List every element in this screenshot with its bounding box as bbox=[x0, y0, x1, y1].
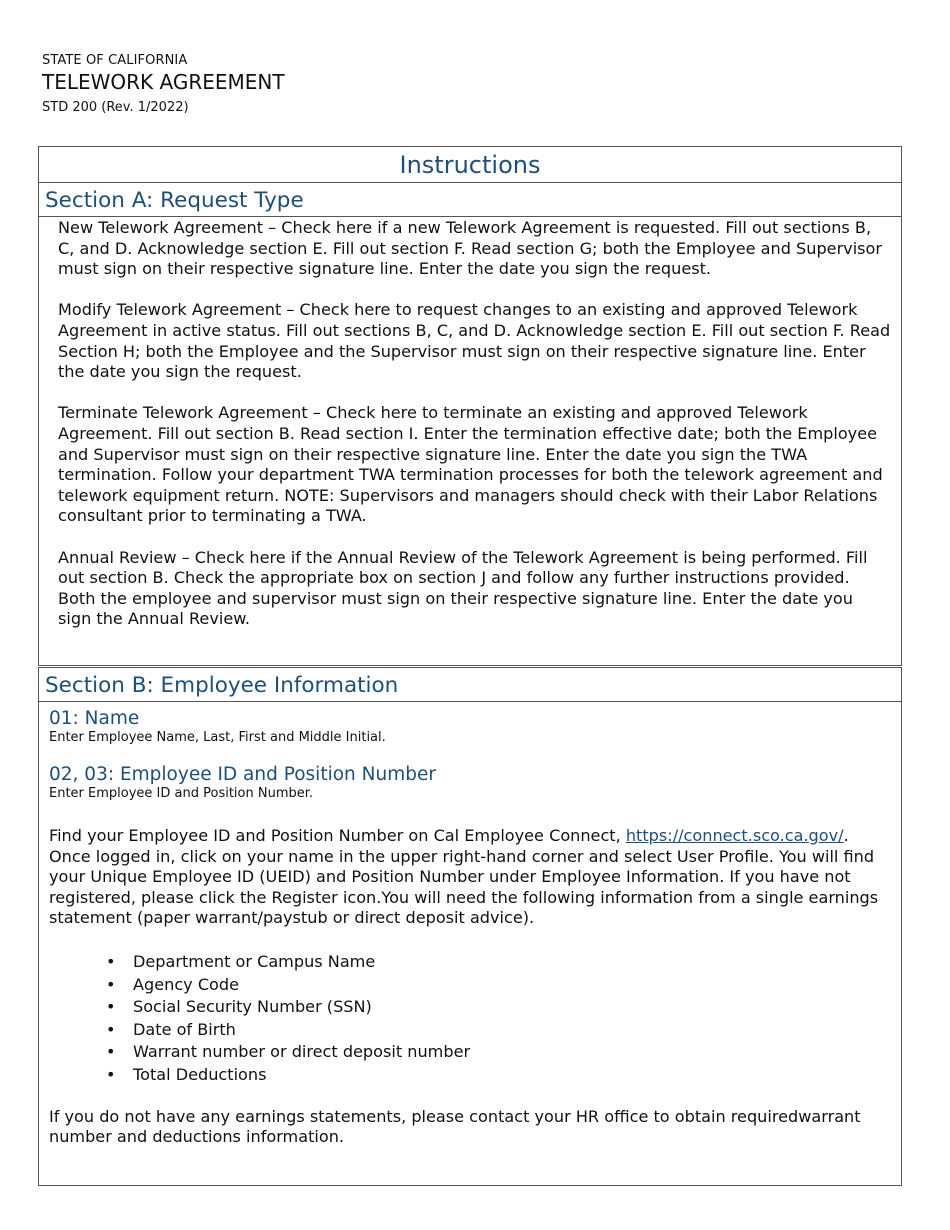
list-item: • Agency Code bbox=[133, 974, 901, 997]
form-title: TELEWORK AGREEMENT bbox=[42, 70, 285, 94]
annual-review-instructions: Annual Review – Check here if the Annual Review of the Telework Agreement is being performed. Fill out section B. Check the appropriate box on section J and follow any further instructions provided. Both the employee and supervisor must sign on their respective signature line. Enter the date you sign the Annual Review. bbox=[58, 547, 868, 629]
instructions-title: Instructions bbox=[39, 147, 901, 183]
employee-id-help-text bbox=[39, 826, 901, 929]
section-a-title: Section A: Request Type bbox=[39, 183, 901, 217]
list-item: • Total Deductions bbox=[133, 1064, 901, 1087]
list-item: • Social Security Number (SSN) bbox=[133, 996, 901, 1019]
form-state-label: STATE OF CALIFORNIA bbox=[42, 53, 188, 68]
earnings-statement-note: If you do not have any earnings statements, please contact your HR office to obtain requiredwarrant number and deductions information. bbox=[49, 1106, 861, 1147]
list-item: • Department or Campus Name bbox=[133, 951, 901, 974]
help-text-details: . Once logged in, click on your name in the upper right-hand corner and select User Profile. You will find your Unique Employee ID (UEID) and Position Number under Employee Information. If you have not registered, please click the Register icon.You will need the following information from a single earnings statement (paper warrant/paystub or direct deposit advice). bbox=[49, 826, 879, 928]
section-b-title: Section B: Employee Information bbox=[39, 668, 901, 702]
terminate-agreement-instructions: Terminate Telework Agreement – Check here to terminate an existing and approved Telework Agreement. Fill out section B. Read section I. Enter the termination effective date; both the Employee and Supervisor must sign on their respective signature line. Enter the date you sign the TWA termination. Follow your department TWA termination processes for both the telework agreement and telework equipment return. NOTE: Supervisors and managers should check with their Labor Relations consultant prior to terminating a TWA. bbox=[58, 403, 883, 526]
new-agreement-instructions: New Telework Agreement – Check here if a new Telework Agreement is requested. Fill out sections B, C, and D. Acknowledge section E. Fill out section F. Read section G; both the Employee and Supervisor must sign on their respective signature line. Enter the date you sign the request. bbox=[58, 218, 883, 279]
modify-agreement-instructions: Modify Telework Agreement – Check here to request changes to an existing and approved Telework Agreement in active status. Fill out sections B, C, and D. Acknowledge section E. Fill out section F. Read Section H; both the Employee and the Supervisor must sign on their respective signature line. Enter the date you sign the request. bbox=[58, 300, 891, 382]
field-0203-title: 02, 03: Employee ID and Position Number bbox=[49, 764, 436, 785]
field-0203-description: Enter Employee ID and Position Number. bbox=[49, 786, 314, 801]
field-01-description: Enter Employee Name, Last, First and Middle Initial. bbox=[49, 730, 386, 745]
list-item: • Warrant number or direct deposit number bbox=[133, 1041, 901, 1064]
form-number: STD 200 (Rev. 1/2022) bbox=[42, 100, 189, 115]
list-item: • Date of Birth bbox=[133, 1019, 901, 1042]
cal-employee-connect-link[interactable]: https://connect.sco.ca.gov/ bbox=[625, 826, 844, 845]
section-a-body bbox=[39, 217, 901, 630]
instructions-box bbox=[38, 146, 902, 666]
help-text-intro: Find your Employee ID and Position Number on Cal Employee Connect, bbox=[49, 826, 626, 845]
required-information-list bbox=[39, 951, 901, 1087]
section-b-box bbox=[38, 667, 902, 1186]
field-01-title: 01: Name bbox=[49, 708, 140, 729]
